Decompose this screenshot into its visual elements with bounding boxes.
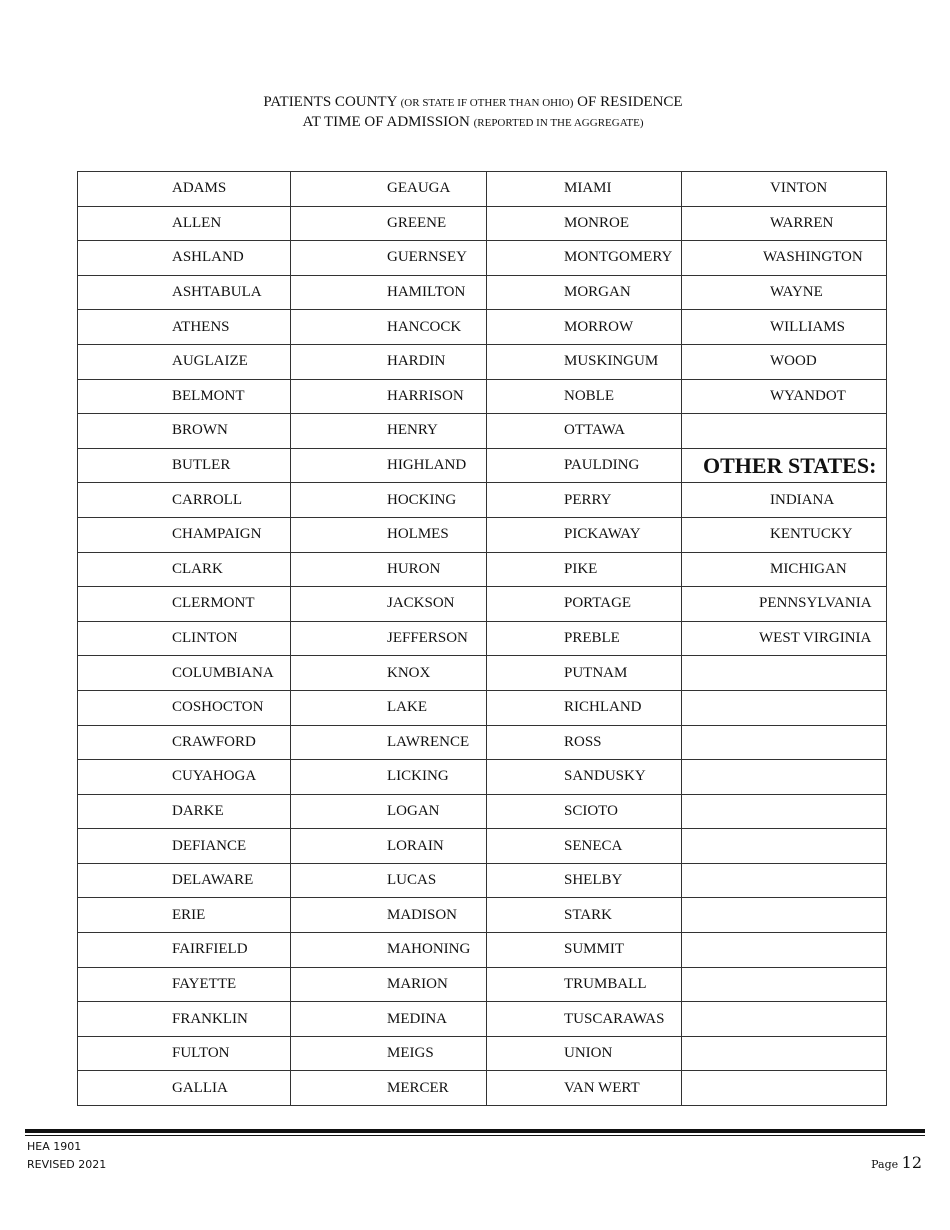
empty-cell <box>682 863 887 898</box>
table-cell: HOLMES <box>291 517 487 552</box>
table-cell: FAIRFIELD <box>78 933 291 968</box>
table-cell: VINTON <box>682 172 887 207</box>
table-cell: MONROE <box>487 206 682 241</box>
table-cell: COSHOCTON <box>78 690 291 725</box>
table-cell: GEAUGA <box>291 172 487 207</box>
table-cell: LUCAS <box>291 863 487 898</box>
table-cell: WYANDOT <box>682 379 887 414</box>
table-cell: PENNSYLVANIA <box>682 587 887 622</box>
table-cell: RICHLAND <box>487 690 682 725</box>
table-cell: ALLEN <box>78 206 291 241</box>
table-cell: LORAIN <box>291 829 487 864</box>
table-cell: MUSKINGUM <box>487 344 682 379</box>
table-cell: DELAWARE <box>78 863 291 898</box>
table-cell: MEIGS <box>291 1036 487 1071</box>
title-main-1: PATIENTS COUNTY <box>263 94 397 110</box>
table-cell: SENECA <box>487 829 682 864</box>
table-row <box>78 933 887 968</box>
table-row <box>78 552 887 587</box>
table-row <box>78 1036 887 1071</box>
table-cell: BUTLER <box>78 448 291 483</box>
table-row <box>78 483 887 518</box>
table-cell: WEST VIRGINIA <box>682 621 887 656</box>
table-row <box>78 206 887 241</box>
table-cell: MONTGOMERY <box>487 241 682 276</box>
county-table <box>77 171 887 1106</box>
table-cell: ASHLAND <box>78 241 291 276</box>
table-cell: HOCKING <box>291 483 487 518</box>
table-cell: PORTAGE <box>487 587 682 622</box>
table-cell: WILLIAMS <box>682 310 887 345</box>
table-cell: MORROW <box>487 310 682 345</box>
table-cell: HAMILTON <box>291 275 487 310</box>
table-cell: MICHIGAN <box>682 552 887 587</box>
table-cell: MAHONING <box>291 933 487 968</box>
revision-date: REVISED 2021 <box>27 1158 107 1171</box>
table-cell: CRAWFORD <box>78 725 291 760</box>
table-cell: SUMMIT <box>487 933 682 968</box>
title-main-2: AT TIME OF ADMISSION <box>302 114 470 130</box>
table-cell: GUERNSEY <box>291 241 487 276</box>
table-cell: SHELBY <box>487 863 682 898</box>
table-cell: HANCOCK <box>291 310 487 345</box>
table-row <box>78 690 887 725</box>
table-cell: NOBLE <box>487 379 682 414</box>
table-cell: LAWRENCE <box>291 725 487 760</box>
table-row <box>78 172 887 207</box>
table-cell: BROWN <box>78 414 291 449</box>
empty-cell <box>682 829 887 864</box>
table-cell: WARREN <box>682 206 887 241</box>
title-note-2: (REPORTED IN THE AGGREGATE) <box>473 117 644 129</box>
table-cell: TRUMBALL <box>487 967 682 1002</box>
table-cell: HENRY <box>291 414 487 449</box>
table-row <box>78 241 887 276</box>
table-cell: ROSS <box>487 725 682 760</box>
empty-cell <box>682 794 887 829</box>
other-states-heading: OTHER STATES: <box>682 448 887 483</box>
table-cell: DEFIANCE <box>78 829 291 864</box>
table-cell: SANDUSKY <box>487 760 682 795</box>
table-cell: ASHTABULA <box>78 275 291 310</box>
table-cell: AUGLAIZE <box>78 344 291 379</box>
table-cell: MADISON <box>291 898 487 933</box>
table-cell: PAULDING <box>487 448 682 483</box>
table-cell: JACKSON <box>291 587 487 622</box>
page-number <box>871 1153 922 1172</box>
table-cell: BELMONT <box>78 379 291 414</box>
table-cell: HURON <box>291 552 487 587</box>
empty-cell <box>682 898 887 933</box>
table-cell: SCIOTO <box>487 794 682 829</box>
table-cell: KNOX <box>291 656 487 691</box>
table-row <box>78 275 887 310</box>
table-cell: FULTON <box>78 1036 291 1071</box>
empty-cell <box>682 414 887 449</box>
table-row <box>78 379 887 414</box>
table-cell: ERIE <box>78 898 291 933</box>
table-row <box>78 967 887 1002</box>
table-row <box>78 829 887 864</box>
table-cell: LAKE <box>291 690 487 725</box>
table-cell: PUTNAM <box>487 656 682 691</box>
table-row <box>78 725 887 760</box>
footer-rule-thin <box>25 1135 925 1136</box>
empty-cell <box>682 725 887 760</box>
table-cell: HIGHLAND <box>291 448 487 483</box>
title-note-1: (OR STATE IF OTHER THAN OHIO) <box>400 97 574 109</box>
table-cell: DARKE <box>78 794 291 829</box>
empty-cell <box>682 933 887 968</box>
table-cell: JEFFERSON <box>291 621 487 656</box>
table-cell: PICKAWAY <box>487 517 682 552</box>
table-cell: CARROLL <box>78 483 291 518</box>
table-cell: WOOD <box>682 344 887 379</box>
table-cell: PIKE <box>487 552 682 587</box>
county-table-body <box>78 172 887 1106</box>
table-cell: INDIANA <box>682 483 887 518</box>
empty-cell <box>682 760 887 795</box>
table-cell: WAYNE <box>682 275 887 310</box>
empty-cell <box>682 656 887 691</box>
table-cell: CLERMONT <box>78 587 291 622</box>
table-cell: CLARK <box>78 552 291 587</box>
page-number-value: 12 <box>901 1153 922 1172</box>
empty-cell <box>682 1036 887 1071</box>
table-cell: UNION <box>487 1036 682 1071</box>
table-cell: MARION <box>291 967 487 1002</box>
table-row <box>78 656 887 691</box>
table-cell: STARK <box>487 898 682 933</box>
table-cell: WASHINGTON <box>682 241 887 276</box>
title-end-1: OF RESIDENCE <box>577 94 683 110</box>
table-row <box>78 344 887 379</box>
table-cell: MIAMI <box>487 172 682 207</box>
table-cell: FAYETTE <box>78 967 291 1002</box>
table-row <box>78 1071 887 1106</box>
table-row <box>78 794 887 829</box>
table-cell: HARDIN <box>291 344 487 379</box>
table-cell: GREENE <box>291 206 487 241</box>
table-cell: CUYAHOGA <box>78 760 291 795</box>
table-cell: HARRISON <box>291 379 487 414</box>
table-cell: TUSCARAWAS <box>487 1002 682 1037</box>
table-cell: MERCER <box>291 1071 487 1106</box>
table-cell: FRANKLIN <box>78 1002 291 1037</box>
footer-rule-thick <box>25 1129 925 1133</box>
form-code: HEA 1901 <box>27 1140 82 1153</box>
empty-cell <box>682 1002 887 1037</box>
table-cell: PREBLE <box>487 621 682 656</box>
table-row <box>78 760 887 795</box>
table-row <box>78 448 887 483</box>
table-cell: LICKING <box>291 760 487 795</box>
table-cell: MEDINA <box>291 1002 487 1037</box>
table-cell: CLINTON <box>78 621 291 656</box>
table-cell: OTTAWA <box>487 414 682 449</box>
empty-cell <box>682 967 887 1002</box>
table-cell: ATHENS <box>78 310 291 345</box>
table-row <box>78 587 887 622</box>
title-line-2 <box>0 113 946 133</box>
table-row <box>78 621 887 656</box>
page-label: Page <box>871 1158 899 1171</box>
title-line-1 <box>0 93 946 113</box>
table-row <box>78 863 887 898</box>
table-cell: PERRY <box>487 483 682 518</box>
table-cell: ADAMS <box>78 172 291 207</box>
table-row <box>78 310 887 345</box>
empty-cell <box>682 690 887 725</box>
table-row <box>78 1002 887 1037</box>
table-cell: CHAMPAIGN <box>78 517 291 552</box>
table-cell: MORGAN <box>487 275 682 310</box>
table-cell: COLUMBIANA <box>78 656 291 691</box>
table-cell: GALLIA <box>78 1071 291 1106</box>
empty-cell <box>682 1071 887 1106</box>
table-row <box>78 517 887 552</box>
table-cell: VAN WERT <box>487 1071 682 1106</box>
page-title <box>0 93 946 133</box>
table-row <box>78 414 887 449</box>
table-cell: KENTUCKY <box>682 517 887 552</box>
table-row <box>78 898 887 933</box>
table-cell: LOGAN <box>291 794 487 829</box>
